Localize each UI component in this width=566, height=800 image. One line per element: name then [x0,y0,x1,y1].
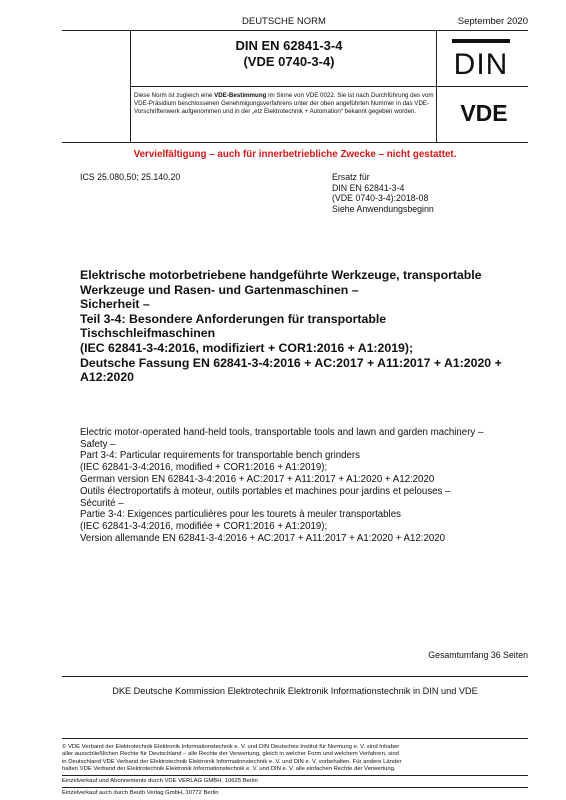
vde-note-bold: VDE-Bestimmung [214,92,267,99]
reproduction-warning: Vervielfältigung – auch für innerbetriebliche Zwecke – nicht gestattet. [133,149,457,160]
replaces-block [332,172,434,214]
dke-top-line [62,676,528,677]
title-en-line: (IEC 62841-3-4:2016, modified + COR1:2016 + A1:2019); [80,462,328,474]
footer-separator [62,787,528,788]
title-en-line: Part 3-4: Particular requirements for transportable bench grinders [80,450,360,462]
vde-note-rest: im Sinne von VDE 0022. Sie ist nach Durchführung des vom VDE-Präsidium beschlossenen Genehmigungsverfahrens unter der oben angeführten Nummer in das VDE-Vorschriftenwerk aufgenommen und in der „etz Elektrotechnik + Automation“ bekannt gegeben worden. [134,92,434,116]
din-logo-graphic [448,38,514,84]
vde-logo-graphic [452,100,516,126]
total-pages: Gesamtumfang 36 Seiten [428,650,528,660]
title-fr-line: Sécurité – [80,497,124,509]
title-en-line: Electric motor-operated hand-held tools, transportable tools and lawn and garden machinery – [80,427,484,438]
title-english [80,427,530,486]
ics-codes: ICS 25.080.50; 25.140.20 [80,172,181,182]
vde-note [134,92,434,117]
title-en-line: Safety – [80,438,116,450]
replaces-line: DIN EN 62841-3-4 [332,182,405,193]
publication-date: September 2020 [457,16,528,27]
din-logo [448,38,514,84]
title-de-line: Werkzeuge und Rasen- und Gartenmaschinen – [80,282,359,297]
title-de-line: Deutsche Fassung EN 62841-3-4:2016 + AC:2017 + A11:2017 + A1:2020 + [80,355,502,370]
frame-top-line [62,30,528,31]
title-fr-line: Version allemande EN 62841-3-4:2016 + AC:2017 + A11:2017 + A1:2020 + A12:2020 [80,532,446,544]
title-german [80,268,530,385]
sales-vde: Einzelverkauf und Abonnements durch VDE VERLAG GMBH, 10625 Berlin [62,778,258,785]
title-de-line: Sicherheit – [80,297,150,312]
copyright-line: in Deutschland VDE Verband der Elektrotechnik Elektronik Informationstechnik e. V. und DIN e. V. vorbehalten. Für andere Länder [62,758,402,765]
footer-separator [62,775,528,776]
vde-logo [452,100,516,126]
vde-logo-text: VDE [460,100,508,126]
title-de-line: Teil 3-4: Besondere Anforderungen für transportable [80,311,387,326]
vde-note-prefix: Diese Norm ist zugleich eine [134,92,215,99]
frame-bottom-line [62,142,528,143]
title-fr-line: Outils électroportatifs à moteur, outils portables et machines pour jardins et pelouses – [80,486,451,497]
title-en-line: German version EN 62841-3-4:2016 + AC:2017 + A11:2017 + A1:2020 + A12:2020 [80,473,435,485]
din-logo-text: DIN [453,48,509,81]
sales-beuth: Einzelverkauf auch durch Beuth Verlag GmbH, 10772 Berlin [62,790,219,797]
copyright-line: halten VDE Verband der Elektrotechnik Elektronik Informationstechnik e. V. und DIN e. V. alle einfachen Rechte der Verwertung. [62,765,396,772]
title-french [80,486,530,545]
title-fr-line: (IEC 62841-3-4:2016, modifiée + COR1:2016 + A1:2019); [80,521,328,533]
vde-classification: (VDE 0740-3-4) [243,54,335,69]
frame-middle-line [130,86,528,87]
title-de-line: Tischschleifmaschinen [80,326,216,341]
standard-type: DEUTSCHE NORM [242,16,326,27]
title-de-line: A12:2020 [80,370,135,385]
copyright-line: © VDE Verband der Elektrotechnik Elektronik Informationstechnik e. V. und DIN Deutsches Institut für Normung e. V. sind Inhaber [62,744,400,750]
document-number: DIN EN 62841-3-4 [235,38,343,53]
copyright-line: aller ausschließlichen Rechte für Deutschland – alle Rechte der Verwertung, gleich in welcher Form und welchem Verfahren, sind [62,751,399,758]
replaces-line: Siehe Anwendungsbeginn [332,203,434,214]
document-number-block [158,38,420,70]
title-de-line: (IEC 62841-3-4:2016, modifiziert + COR1:2016 + A1:2019); [80,340,414,355]
footer-top-line [62,738,528,739]
replaces-line: Ersatz für [332,172,370,182]
replaces-line: (VDE 0740-3-4):2018-08 [332,193,429,204]
header-band [62,16,528,30]
title-de-line: Elektrische motorbetriebene handgeführte Werkzeuge, transportable [80,268,482,282]
title-fr-line: Partie 3-4: Exigences particulières pour les tourets à meuler transportables [80,509,401,521]
dke-committee: DKE Deutsche Kommission Elektrotechnik Elektronik Informationstechnik in DIN und VDE [112,686,478,696]
copyright-footer [62,744,532,798]
